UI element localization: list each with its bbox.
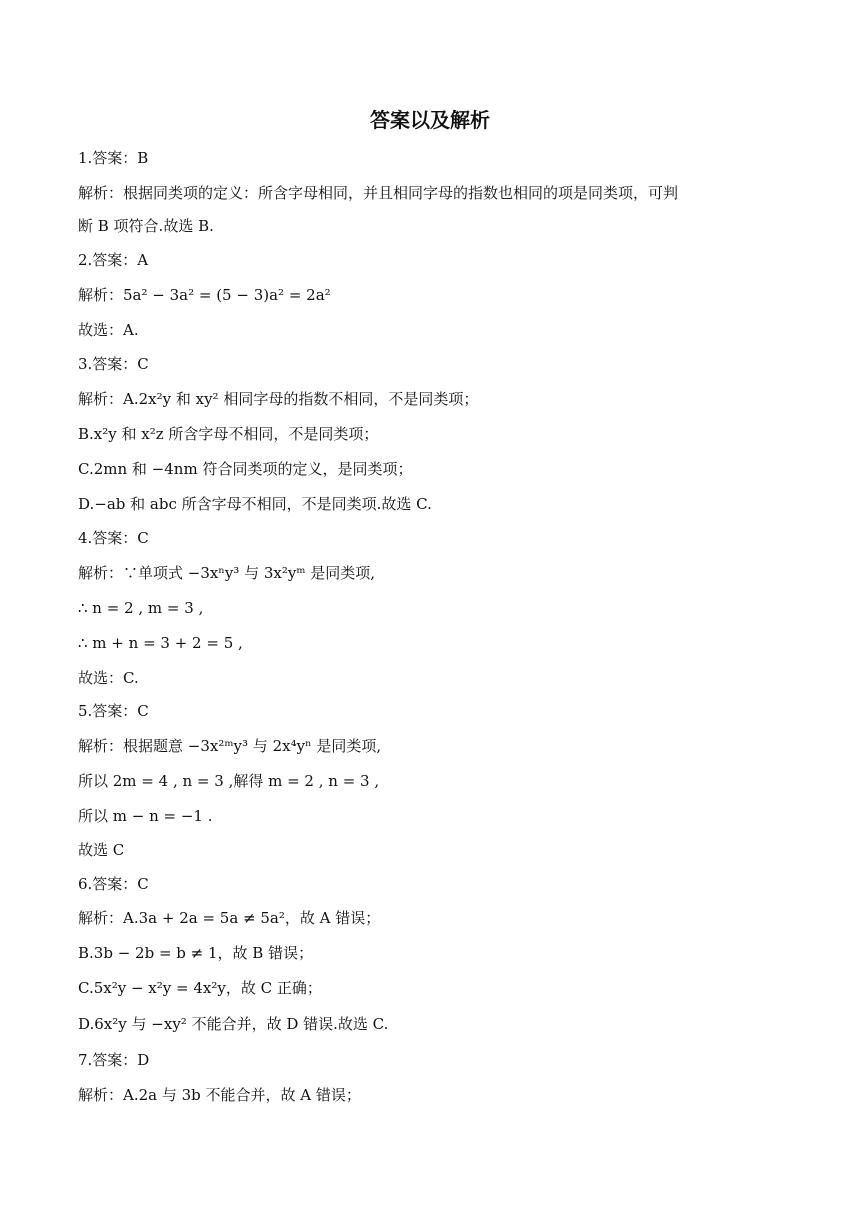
answer-7-option-a: 解析：A.2a 与 3b 不能合并，故 A 错误； [78, 1086, 361, 1104]
answer-4-step-1: ∴ n = 2 , m = 3 , [78, 599, 204, 617]
answer-2-heading: 2.答案：A [78, 251, 149, 269]
answer-5-step-1: 所以 2m = 4 , n = 3 ,解得 m = 2 , n = 3 , [78, 772, 380, 790]
answer-1-heading: 1.答案：B [78, 149, 149, 167]
answer-4-step-2: ∴ m + n = 3 + 2 = 5 , [78, 634, 243, 652]
page-title: 答案以及解析 [370, 108, 490, 132]
answer-6-option-d: D.6x²y 与 −xy² 不能合并，故 D 错误.故选 C. [78, 1015, 389, 1033]
answer-6-heading: 6.答案：C [78, 875, 149, 893]
answer-5-heading: 5.答案：C [78, 702, 149, 720]
answer-3-heading: 3.答案：C [78, 355, 149, 373]
answer-4-conclusion: 故选：C. [78, 669, 139, 687]
answer-6-option-c: C.5x²y − x²y = 4x²y，故 C 正确； [78, 979, 322, 997]
answer-3-option-a: 解析：A.2x²y 和 xy² 相同字母的指数不相同，不是同类项； [78, 390, 479, 408]
answer-4-analysis: 解析：∵单项式 −3xⁿy³ 与 3x²yᵐ 是同类项, [78, 564, 376, 582]
answer-7-heading: 7.答案：D [78, 1051, 150, 1069]
answer-3-option-c: C.2mn 和 −4nm 符合同类项的定义，是同类项； [78, 460, 413, 478]
answer-1-analysis: 解析：根据同类项的定义：所含字母相同，并且相同字母的指数也相同的项是同类项，可判 [78, 184, 679, 202]
answer-3-option-d: D.−ab 和 abc 所含字母不相同，不是同类项.故选 C. [78, 495, 432, 513]
answer-2-analysis: 解析：5a² − 3a² = (5 − 3)a² = 2a² [78, 286, 331, 304]
answer-5-step-2: 所以 m − n = −1 . [78, 807, 213, 825]
answer-5-conclusion: 故选 C [78, 841, 125, 859]
answer-6-option-b: B.3b − 2b = b ≠ 1，故 B 错误； [78, 944, 314, 962]
answer-5-analysis: 解析：根据题意 −3x²ᵐy³ 与 2x⁴yⁿ 是同类项, [78, 737, 382, 755]
answer-6-option-a: 解析：A.3a + 2a = 5a ≠ 5a²，故 A 错误； [78, 909, 381, 927]
answer-2-conclusion: 故选：A. [78, 321, 139, 339]
answer-1-analysis-cont: 断 B 项符合.故选 B. [78, 217, 214, 235]
answer-4-heading: 4.答案：C [78, 529, 149, 547]
answer-3-option-b: B.x²y 和 x²z 所含字母不相同，不是同类项； [78, 425, 379, 443]
